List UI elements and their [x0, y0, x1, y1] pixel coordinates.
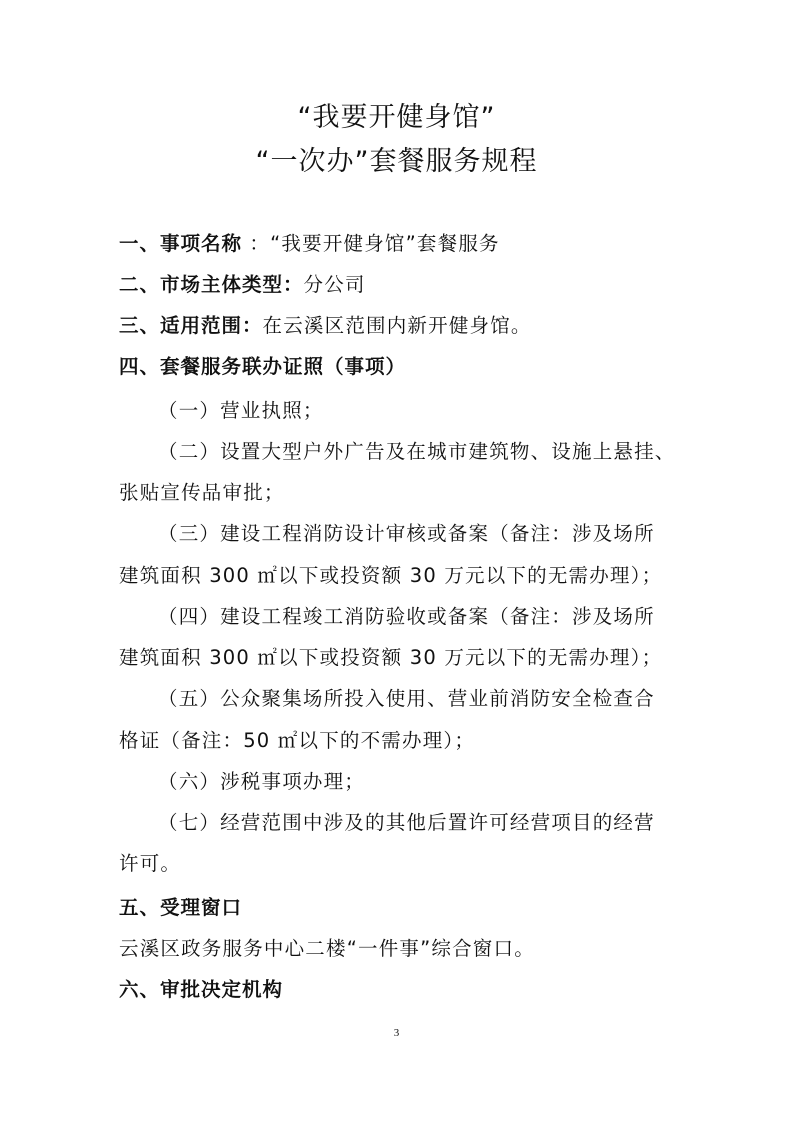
- section-applicable-scope: [119, 311, 679, 341]
- item-5-line-1: （五）公众聚集场所投入使用、营业前消防安全检查合: [158, 687, 655, 710]
- item-6: （六）涉税事项办理；: [158, 770, 366, 793]
- section-2-label: 二、市场主体类型: [119, 273, 284, 296]
- section-5-value: 云溪区政务服务中心二楼“一件事”综合窗口。: [119, 937, 535, 960]
- item-4-line-2: 建筑面积 300 ㎡以下或投资额 30 万元以下的无需办理）；: [119, 646, 663, 669]
- section-2-value: 分公司: [303, 273, 366, 296]
- section-1-label: 一、事项名称: [119, 232, 243, 255]
- document-title-line-1: “我要开健身馆”: [297, 102, 496, 133]
- section-3-label: 三、适用范围: [119, 314, 243, 337]
- item-4-line-1: （四）建设工程竣工消防验收或备案（备注：涉及场所: [158, 605, 655, 628]
- document-title-line-2: “一次办”套餐服务规程: [255, 146, 538, 177]
- item-3-line-1: （三）建设工程消防设计审核或备案（备注：涉及场所: [158, 522, 655, 545]
- item-7-line-2: 许可。: [119, 852, 182, 875]
- section-3-separator: ：: [242, 314, 263, 337]
- section-6-label: 六、审批决定机构: [119, 978, 284, 1001]
- item-7-line-1: （七）经营范围中涉及的其他后置许可经营项目的经营: [158, 811, 655, 834]
- item-1: （一）营业执照；: [158, 399, 324, 422]
- section-3-value: 在云溪区范围内新开健身馆。: [262, 314, 532, 337]
- item-2-line-2: 张贴宣传品审批；: [119, 481, 285, 504]
- section-2-separator: ：: [283, 273, 304, 296]
- section-item-name: [119, 229, 679, 259]
- section-1-value: ：“我要开健身馆”套餐服务: [242, 232, 500, 255]
- item-2-line-1: （二）设置大型户外广告及在城市建筑物、设施上悬挂、: [158, 440, 676, 463]
- section-market-entity-type: [119, 270, 679, 300]
- item-3-line-2: 建筑面积 300 ㎡以下或投资额 30 万元以下的无需办理）；: [119, 564, 663, 587]
- section-5-label: 五、受理窗口: [119, 896, 243, 919]
- page-number: 3: [393, 1027, 400, 1039]
- item-5-line-2: 格证（备注：50 ㎡以下的不需办理）；: [119, 729, 476, 752]
- section-4-label: 四、套餐服务联办证照（事项）: [119, 355, 407, 378]
